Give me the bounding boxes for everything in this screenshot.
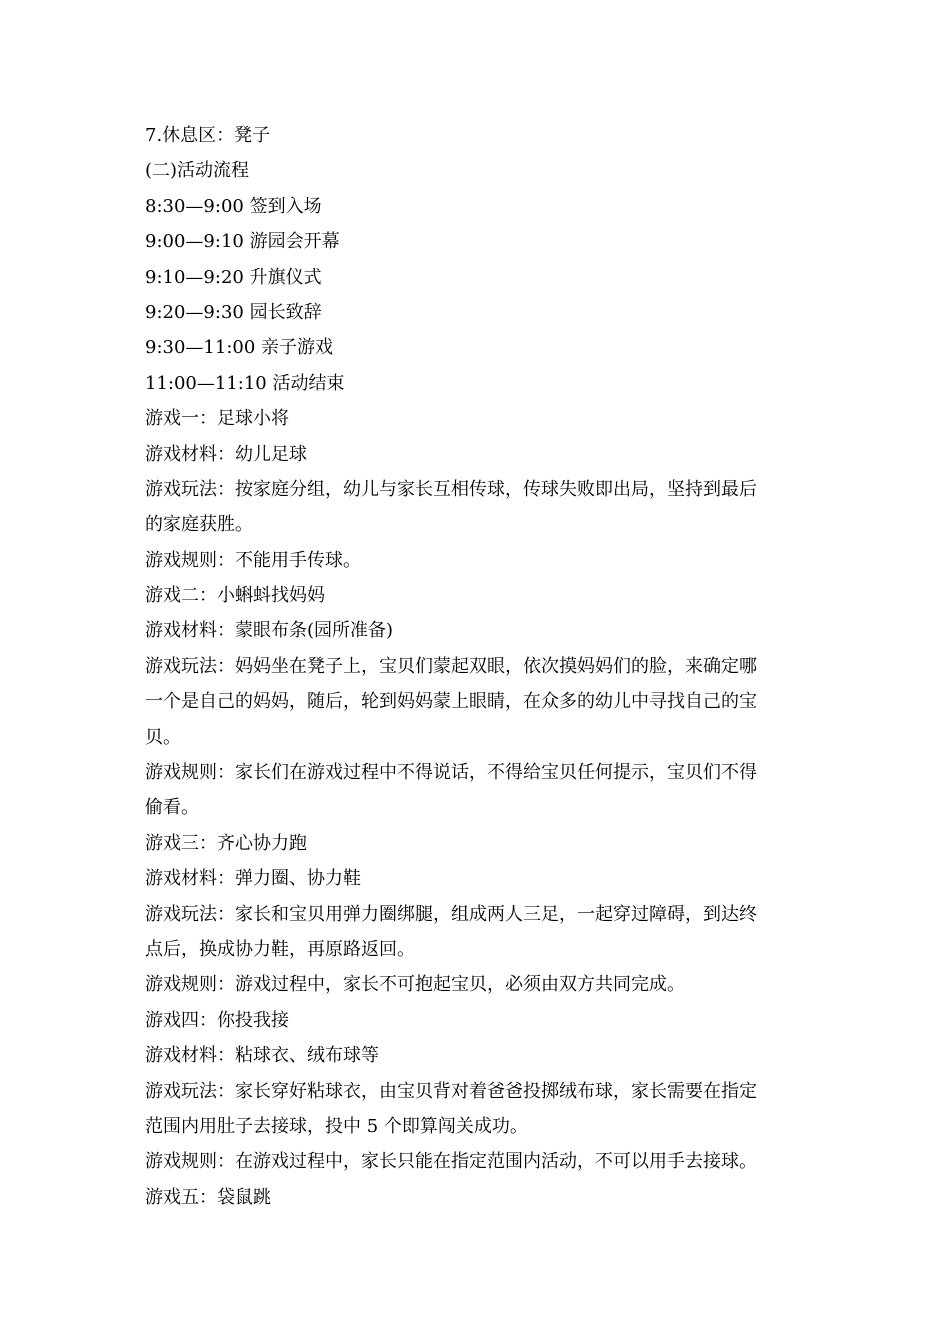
game-method-continued: 点后，换成协力鞋，再原路返回。 <box>145 938 415 960</box>
game-rules: 游戏规则：游戏过程中，家长不可抱起宝贝，必须由双方共同完成。 <box>145 974 685 996</box>
game-materials: 游戏材料：粘球衣、绒布球等 <box>145 1045 379 1067</box>
game-title: 游戏三：齐心协力跑 <box>145 832 307 854</box>
game-title: 游戏五：袋鼠跳 <box>145 1186 271 1208</box>
game-materials: 游戏材料：蒙眼布条(园所准备) <box>145 620 394 642</box>
game-materials: 游戏材料：幼儿足球 <box>145 443 307 465</box>
game-rules: 游戏规则：不能用手传球。 <box>145 549 361 571</box>
document-body <box>145 118 809 1215</box>
schedule-item: 9:30—11:00 亲子游戏 <box>145 337 334 359</box>
game-title: 游戏一：足球小将 <box>145 408 289 430</box>
game-title: 游戏四：你投我接 <box>145 1009 289 1031</box>
schedule-item: 9:00—9:10 游园会开幕 <box>145 231 340 253</box>
game-method: 游戏玩法：妈妈坐在凳子上，宝贝们蒙起双眼，依次摸妈妈们的脸，来确定哪 <box>145 655 757 677</box>
schedule-item: 9:20—9:30 园长致辞 <box>145 301 322 323</box>
game-materials: 游戏材料：弹力圈、协力鞋 <box>145 868 361 890</box>
game-rules-continued: 偷看。 <box>145 797 199 819</box>
game-rules: 游戏规则：在游戏过程中，家长只能在指定范围内活动，不可以用手去接球。 <box>145 1151 757 1173</box>
game-method-continued: 贝。 <box>145 726 181 748</box>
game-method: 游戏玩法：家长穿好粘球衣，由宝贝背对着爸爸投掷绒布球，家长需要在指定 <box>145 1080 757 1102</box>
game-title: 游戏二：小蝌蚪找妈妈 <box>145 585 325 607</box>
schedule-item: 9:10—9:20 升旗仪式 <box>145 266 322 288</box>
schedule-item: 8:30—9:00 签到入场 <box>145 195 322 217</box>
schedule-item: 11:00—11:10 活动结束 <box>145 372 345 394</box>
game-method-continued: 范围内用肚子去接球，投中 5 个即算闯关成功。 <box>145 1115 528 1137</box>
game-method: 游戏玩法：按家庭分组，幼儿与家长互相传球，传球失败即出局，坚持到最后 <box>145 478 757 500</box>
game-method-continued: 的家庭获胜。 <box>145 514 253 536</box>
text-line-rest-area: 7.休息区：凳子 <box>145 125 271 146</box>
section-heading-activity-flow: (二)活动流程 <box>145 160 250 182</box>
game-method-continued: 一个是自己的妈妈，随后，轮到妈妈蒙上眼睛，在众多的幼儿中寻找自己的宝 <box>145 691 757 713</box>
game-method: 游戏玩法：家长和宝贝用弹力圈绑腿，组成两人三足，一起穿过障碍，到达终 <box>145 903 757 925</box>
game-rules: 游戏规则：家长们在游戏过程中不得说话，不得给宝贝任何提示，宝贝们不得 <box>145 762 757 784</box>
